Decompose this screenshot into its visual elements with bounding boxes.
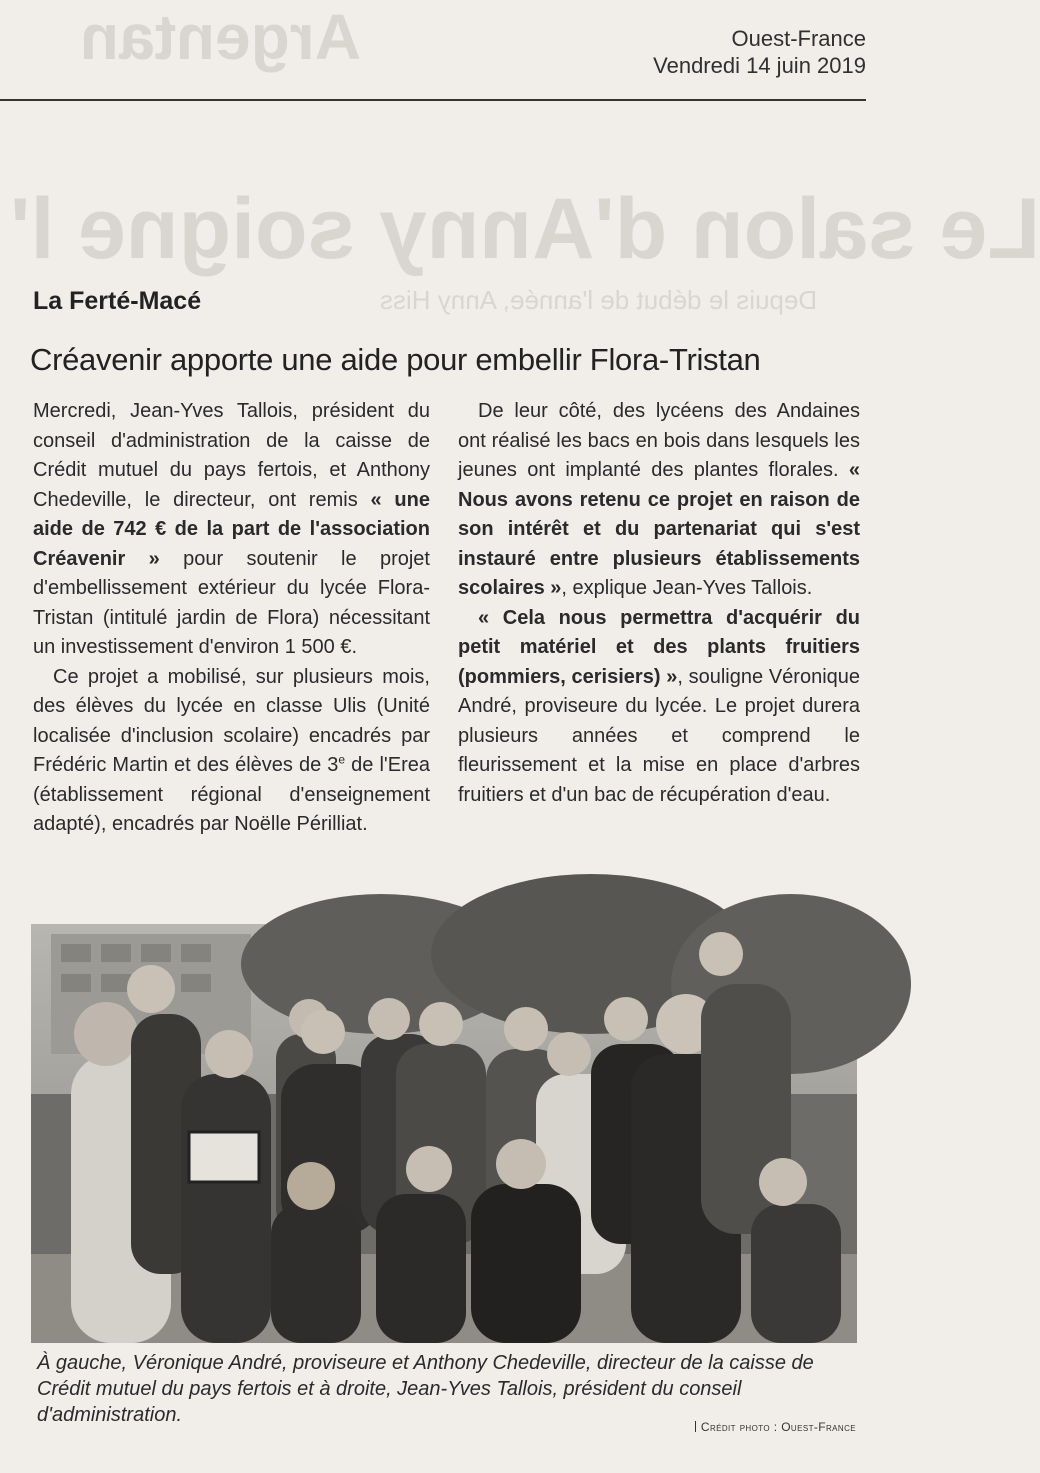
paragraph-text: pour soutenir le projet d'embellissement extérieur du lycée Flora-Tristan (intitulé jardin de Flora) nécessitant un investissement d'environ 1 500 €. bbox=[33, 547, 430, 658]
bleed-through-headline: Le salon d'Anny soigne l' bbox=[10, 181, 1040, 277]
quote-text: « une aide de 742 € de la part de l'association Créavenir » bbox=[33, 488, 430, 570]
paragraph-text: De leur côté, des lycéens des Andaines ont réalisé les bacs en bois dans lesquels les jeunes ont implanté des plantes florales. bbox=[458, 400, 860, 481]
paragraph-text: , souligne Véronique André, proviseure du lycée. Le projet durera plusieurs années et comprend le fleurissement et la mise en place d'arbres fruitiers et d'un bac de récupération d'eau. bbox=[458, 665, 861, 806]
article-locality: La Ferté-Macé bbox=[33, 287, 211, 316]
article-column-right bbox=[458, 397, 860, 810]
newspaper-name: Ouest-France bbox=[731, 26, 866, 51]
article-column-left bbox=[33, 397, 430, 840]
paragraph-text: Mercredi, Jean-Yves Tallois, président du conseil d'administration de la caisse de Crédit mutuel du pays fertois, et Anthony Chedeville, le directeur, ont remis bbox=[33, 400, 430, 511]
paragraph-text: de l'Erea (établissement régional d'enseignement adapté), encadrés par Noëlle Périlliat. bbox=[33, 754, 430, 835]
paragraph-text: Ce projet a mobilisé, sur plusieurs mois, des élèves du lycée en classe Ulis (Unité localisée d'inclusion scolaire) encadrés par Frédéric Martin et des élèves de 3 bbox=[33, 665, 430, 776]
bleed-through-heading: Argentan bbox=[80, 1, 361, 73]
photo-caption: À gauche, Véronique André, proviseure et Anthony Chedeville, directeur de la caisse de Crédit mutuel du pays fertois et à droite, Jean-Yves Tallois, président du conseil d'administration. bbox=[37, 1352, 814, 1426]
masthead bbox=[653, 25, 866, 79]
paragraph-text: , explique Jean-Yves Tallois. bbox=[561, 577, 813, 599]
quote-text: « Cela nous permettra d'acquérir du petit matériel et des plants fruitiers (pommiers, cerisiers) » bbox=[458, 606, 860, 688]
superscript: e bbox=[338, 752, 346, 767]
publication-date: Vendredi 14 juin 2019 bbox=[653, 53, 866, 78]
article-headline: Créavenir apporte une aide pour embellir Flora-Tristan bbox=[30, 342, 890, 378]
article-paragraph bbox=[33, 663, 430, 840]
header-rule bbox=[0, 99, 866, 101]
group-photo-illustration bbox=[31, 924, 857, 1343]
photo-credit-text: Crédit photo : Ouest-France bbox=[700, 1420, 856, 1434]
quote-text: « Nous avons retenu ce projet en raison de son intérêt et du partenariat qui s'est instauré entre plusieurs établissements scolaires » bbox=[458, 459, 860, 599]
bleed-through-text: Depuis le début de l'année, Anny Hiss bbox=[380, 285, 818, 315]
group-photo bbox=[31, 924, 857, 1343]
article-paragraph bbox=[458, 397, 860, 604]
article-paragraph bbox=[458, 604, 860, 811]
credit-divider bbox=[695, 1421, 696, 1432]
photo-credit bbox=[695, 1420, 856, 1434]
article-paragraph bbox=[33, 397, 430, 663]
